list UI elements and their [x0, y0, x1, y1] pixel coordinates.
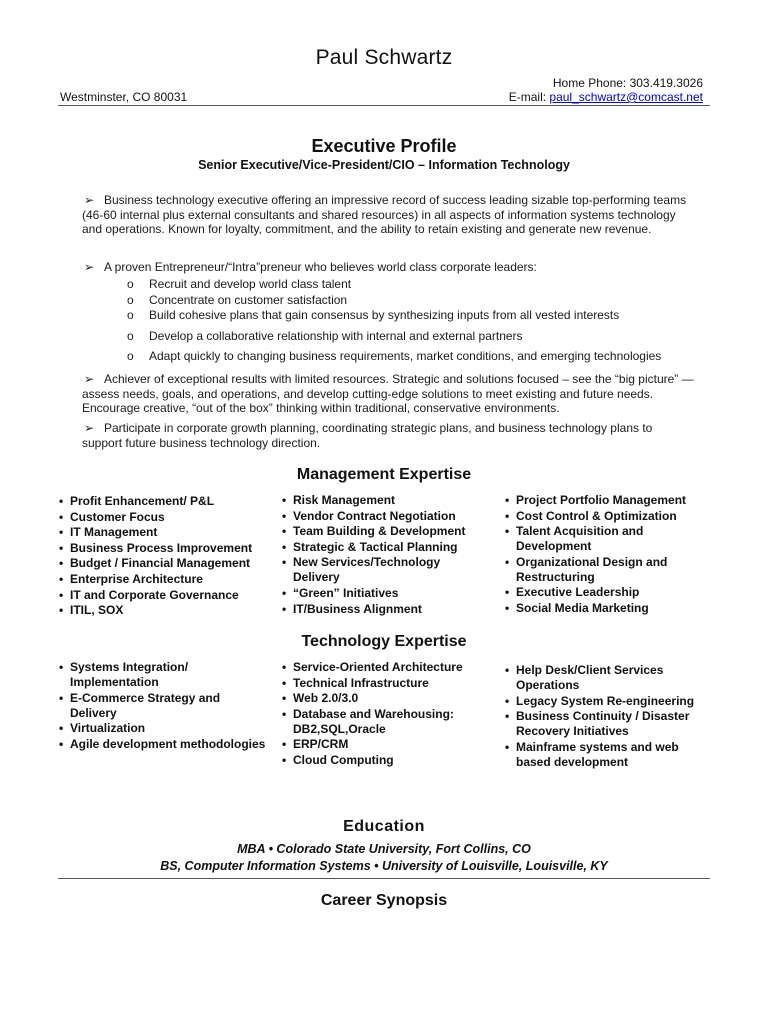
- list-item: [127, 277, 351, 291]
- list-item: • IT and Corporate Governance: [58, 588, 268, 603]
- management-col-3: [504, 493, 709, 617]
- home-phone: Home Phone: 303.419.3026: [552, 76, 703, 90]
- arrow-bullet-icon: ➢: [84, 193, 95, 207]
- career-title: Career Synopsis: [320, 892, 448, 909]
- list-item: • Systems Integration/ Implementation: [58, 660, 268, 690]
- education-entry: MBA • Colorado State University, Fort Collins, CO: [237, 842, 531, 856]
- profile-paragraph-text: Achiever of exceptional results with limited resources. Strategic and solutions focused – see the “big picture” — assess needs, goals, and operations, and develop cutting-edge solutions to meet existing and future needs. Encourage creative, “out of the box” thinking within traditional, conservative environments.: [82, 372, 694, 415]
- list-item: • Business Process Improvement: [58, 541, 268, 556]
- list-item: • Enterprise Architecture: [58, 572, 268, 587]
- list-item: • Mainframe systems and web based development: [504, 740, 709, 770]
- email-label: E-mail:: [508, 90, 550, 104]
- management-col-1: [58, 494, 268, 619]
- profile-paragraph: [82, 260, 694, 275]
- email-link[interactable]: paul_schwartz@comcast.net: [549, 90, 703, 104]
- list-item: • Customer Focus: [58, 510, 268, 525]
- list-item: • “Green” Initiatives: [281, 586, 481, 601]
- technology-col-1: [58, 660, 268, 752]
- management-col-2: [281, 493, 481, 617]
- list-item: • IT Management: [58, 525, 268, 540]
- list-item: [127, 308, 619, 322]
- technology-col-3: [504, 663, 709, 770]
- list-item-text: Recruit and develop world class talent: [149, 277, 352, 291]
- list-item: • Social Media Marketing: [504, 601, 709, 616]
- list-item: • Vendor Contract Negotiation: [281, 509, 481, 524]
- technology-col-2: [281, 660, 481, 769]
- list-item: • Business Continuity / Disaster Recovery Initiatives: [504, 709, 709, 739]
- list-item: • Strategic & Tactical Planning: [281, 540, 481, 555]
- list-item: • Organizational Design and Restructuring: [504, 555, 709, 585]
- circle-bullet-icon: o: [127, 329, 134, 343]
- contact-right: [509, 76, 703, 104]
- list-item: • IT/Business Alignment: [281, 602, 481, 617]
- profile-subtitle: Senior Executive/Vice-President/CIO – Information Technology: [198, 158, 570, 172]
- list-item: • Service-Oriented Architecture: [281, 660, 481, 675]
- location: Westminster, CO 80031: [60, 90, 188, 104]
- circle-bullet-icon: o: [127, 349, 134, 363]
- list-item: • Team Building & Development: [281, 524, 481, 539]
- list-item: • Project Portfolio Management: [504, 493, 709, 508]
- list-item: • Database and Warehousing: DB2,SQL,Oracle: [281, 707, 481, 737]
- education-entry: BS, Computer Information Systems • University of Louisville, Louisville, KY: [160, 859, 608, 873]
- management-title: Management Expertise: [296, 466, 472, 483]
- list-item: • E-Commerce Strategy and Delivery: [58, 691, 268, 721]
- list-item: • New Services/Technology Delivery: [281, 555, 481, 585]
- profile-paragraph-text: Participate in corporate growth planning, coordinating strategic plans, and business technology plans to support future business technology direction.: [82, 421, 653, 450]
- candidate-name: Paul Schwartz: [315, 46, 453, 69]
- list-item: • Executive Leadership: [504, 585, 709, 600]
- list-item: • Cost Control & Optimization: [504, 509, 709, 524]
- profile-paragraph: [82, 193, 694, 237]
- list-item: • Web 2.0/3.0: [281, 691, 481, 706]
- list-item: • Profit Enhancement/ P&L: [58, 494, 268, 509]
- list-item: • Technical Infrastructure: [281, 676, 481, 691]
- list-item: • Talent Acquisition and Development: [504, 524, 709, 554]
- arrow-bullet-icon: ➢: [84, 421, 95, 435]
- list-item: • Legacy System Re-engineering: [504, 694, 709, 709]
- list-item-text: Adapt quickly to changing business requirements, market conditions, and emerging technologies: [149, 349, 662, 363]
- list-item-text: Build cohesive plans that gain consensus by synthesizing inputs from all vested interests: [149, 308, 620, 322]
- list-item: [127, 293, 347, 307]
- list-item: [127, 349, 661, 363]
- education-title: Education: [343, 818, 425, 835]
- list-item: • Agile development methodologies: [58, 737, 268, 752]
- list-item-text: Develop a collaborative relationship with internal and external partners: [149, 329, 523, 343]
- circle-bullet-icon: o: [127, 277, 134, 291]
- list-item: [127, 329, 523, 343]
- list-item: • Cloud Computing: [281, 753, 481, 768]
- profile-title: Executive Profile: [311, 136, 457, 156]
- profile-paragraph-text: Business technology executive offering an impressive record of success leading sizable top-performing teams (46-60 internal plus external consultants and shared resources) in all aspects of information systems technology and operations. Known for loyalty, commitment, and the ability to retain existing and generate new revenue.: [82, 193, 687, 236]
- list-item: • Help Desk/Client Services Operations: [504, 663, 709, 693]
- profile-paragraph: [82, 421, 694, 450]
- header-divider: [58, 105, 710, 106]
- email-line: [509, 90, 703, 104]
- circle-bullet-icon: o: [127, 308, 134, 322]
- profile-paragraph: [82, 372, 694, 416]
- list-item: • Risk Management: [281, 493, 481, 508]
- technology-title: Technology Expertise: [301, 633, 467, 650]
- list-item: • ERP/CRM: [281, 737, 481, 752]
- arrow-bullet-icon: ➢: [84, 260, 95, 274]
- list-item: • ITIL, SOX: [58, 603, 268, 618]
- list-item-text: Concentrate on customer satisfaction: [149, 293, 348, 307]
- circle-bullet-icon: o: [127, 293, 134, 307]
- list-item: • Virtualization: [58, 721, 268, 736]
- education-divider: [58, 878, 710, 879]
- arrow-bullet-icon: ➢: [84, 372, 95, 386]
- list-item: • Budget / Financial Management: [58, 556, 268, 571]
- profile-paragraph-text: A proven Entrepreneur/“Intra”preneur who believes world class corporate leaders:: [104, 260, 537, 274]
